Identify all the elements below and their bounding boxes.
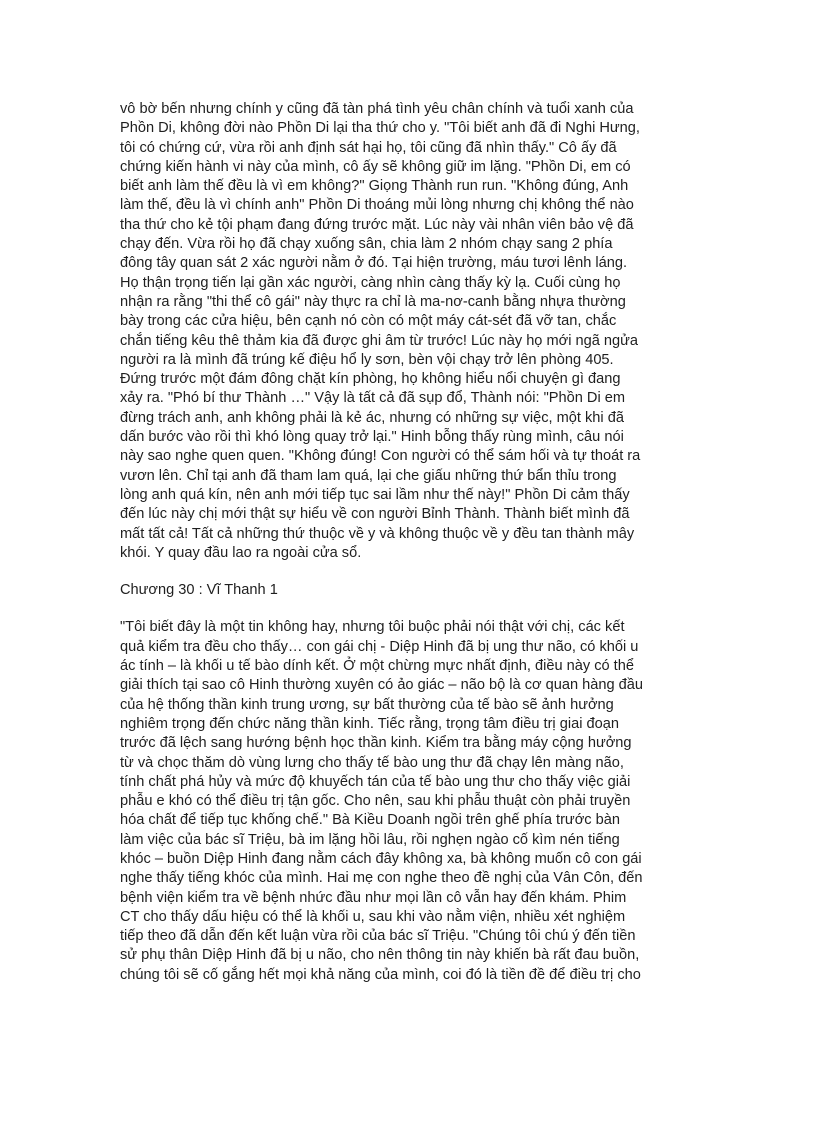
text-line: bày trong các cửa hiệu, bên cạnh nó còn có một máy cát-sét đã vỡ tan, chắc xyxy=(120,313,617,330)
text-line: chắn tiếng kêu thê thảm kia đã được ghi âm từ trước! Lúc này họ mới ngã ngửa xyxy=(120,332,639,349)
text-line: quả kiểm tra đều cho thấy… con gái chị - Diệp Hinh đã bị ung thư não, có khối u xyxy=(120,638,639,655)
text-line: nghiêm trọng đến chức năng thần kinh. Tiếc rằng, trọng tâm điều trị giai đoạn xyxy=(120,715,619,732)
text-line: xảy ra. "Phó bí thư Thành …" Vậy là tất cả đã sụp đổ, Thành nói: "Phồn Di em xyxy=(120,390,626,407)
text-line: tiếp theo đã dẫn đến kết luận vừa rồi của bác sĩ Triệu. "Chúng tôi chú ý đến tiền xyxy=(120,928,636,945)
text-line: hóa chất để tiếp tục khống chế." Bà Kiều Doanh ngồi trên ghế phía trước bàn xyxy=(120,812,620,829)
paragraph-story-ending xyxy=(120,100,700,563)
text-line: tha thứ cho kẻ tội phạm đang đứng trước mặt. Lúc này vài nhân viên bảo vệ đã xyxy=(120,216,634,233)
text-line: Họ thận trọng tiến lại gần xác người, càng nhìn càng thấy kỳ lạ. Cuối cùng họ xyxy=(120,274,621,291)
text-line: chạy đến. Vừa rồi họ đã chạy xuống sân, chia làm 2 nhóm chạy sang 2 phía xyxy=(120,236,613,253)
chapter-heading: Chương 30 : Vĩ Thanh 1 xyxy=(120,582,278,599)
text-line: đông tây quan sát 2 xác người nằm ở đó. Tại hiện trường, máu tươi lênh láng. xyxy=(120,255,628,272)
document-page xyxy=(120,100,700,985)
text-line: vô bờ bến nhưng chính y cũng đã tàn phá tình yêu chân chính và tuổi xanh của xyxy=(120,101,634,117)
text-line: vươn lên. Chỉ tại anh đã tham lam quá, lại che giấu những thứ bẩn thỉu trong xyxy=(120,467,617,484)
text-line: "Tôi biết đây là một tin không hay, nhưng tôi buộc phải nói thật với chị, các kết xyxy=(120,619,625,636)
text-line: khóc – buồn Diệp Hinh đang nằm cách đây không xa, bà không muốn cô con gái xyxy=(120,850,642,867)
text-line: dấn bước vào rồi thì khó lòng quay trở lại." Hinh bỗng thấy rùng mình, câu nói xyxy=(120,429,624,446)
text-line: tôi có chứng cứ, vừa rồi anh định sát hại họ, tôi cũng đã nhìn thấy." Cô ấy đã xyxy=(120,139,617,156)
text-line: ác tính – là khối u tế bào dính kết. Ở một chừng mực nhất định, điều này có thể xyxy=(120,658,634,675)
text-line: lòng anh quá kín, nên anh mới tiếp tục sai lầm như thế này!" Phồn Di cảm thấy xyxy=(120,486,630,503)
text-line: Đứng trước một đám đông chặt kín phòng, họ không hiểu nổi chuyện gì đang xyxy=(120,371,621,388)
text-line: CT cho thấy dấu hiệu có thể là khối u, sau khi vào nằm viện, nhiều xét nghiệm xyxy=(120,908,626,925)
text-line: làm việc của bác sĩ Triệu, bà im lặng hồi lâu, rồi nghẹn ngào cố kìm nén tiếng xyxy=(120,831,620,848)
text-line: nghe thấy tiếng khóc của mình. Hai mẹ con nghe theo đề nghị của Vân Côn, đến xyxy=(120,870,643,887)
text-line: mất tất cả! Tất cả những thứ thuộc về y và không thuộc về y đều tan thành mây xyxy=(120,525,635,542)
text-line: phẫu e khó có thể điều trị tận gốc. Cho nên, sau khi phẫu thuật còn phải truyền xyxy=(120,793,631,810)
paragraph-chapter-30 xyxy=(120,618,700,985)
text-line: đến lúc này chị mới thật sự hiểu về con người Bỉnh Thành. Thành biết mình đã xyxy=(120,506,630,523)
text-line: tính chất phá hủy và mức độ khuyếch tán của tế bào ung thư cho thấy việc giải xyxy=(120,773,631,790)
text-line: này sao nghe quen quen. "Không đúng! Con người có thể sám hối và tự thoát ra xyxy=(120,448,641,465)
text-line: Phồn Di, không đời nào Phồn Di lại tha thứ cho y. "Tôi biết anh đã đi Nghi Hưng, xyxy=(120,120,640,137)
text-line: nhận ra rằng "thi thể cô gái" này thực ra chỉ là ma-nơ-canh bằng nhựa thường xyxy=(120,293,626,310)
text-line: biết anh làm thế đều là vì em không?" Giọng Thành run run. "Không đúng, Anh xyxy=(120,178,629,195)
text-line: của hệ thống thần kinh trung ương, sự bất thường của tế bào sẽ ảnh hưởng xyxy=(120,696,614,713)
text-line: làm thế, đều là vì chính anh" Phồn Di thoáng mủi lòng nhưng chị không thể nào xyxy=(120,197,634,214)
text-line: trước đã lệch sang hướng bệnh học thần kinh. Kiểm tra bằng máy cộng hưởng xyxy=(120,735,632,752)
text-line: giải thích tại sao cô Hinh thường xuyên có ảo giác – não bộ là cơ quan hàng đầu xyxy=(120,677,644,694)
text-line: chứng kiến hành vi này của mình, cô ấy sẽ không giữ im lặng. "Phồn Di, em có xyxy=(120,158,631,175)
text-line: sử phụ thân Diệp Hinh đã bị u não, cho nên thông tin này khiến bà rất đau buồn, xyxy=(120,947,640,964)
text-line: người ra là mình đã trúng kế điệu hổ ly sơn, bèn vội chạy trở lên phòng 405. xyxy=(120,351,614,368)
text-line: chúng tôi sẽ cố gắng hết mọi khả năng của mình, coi đó là tiền đề để điều trị cho xyxy=(120,966,641,983)
text-line: bệnh viện kiểm tra về bệnh nhức đầu như mọi lần cô vẫn hay đến khám. Phim xyxy=(120,889,627,906)
text-line: khói. Y quay đầu lao ra ngoài cửa sổ. xyxy=(120,544,362,561)
text-line: đừng trách anh, anh không phải là kẻ ác, nhưng có những sự việc, một khi đã xyxy=(120,409,624,426)
text-line: từ và chọc thăm dò vùng lưng cho thấy tế bào ung thư đã chạy lên màng não, xyxy=(120,754,624,771)
